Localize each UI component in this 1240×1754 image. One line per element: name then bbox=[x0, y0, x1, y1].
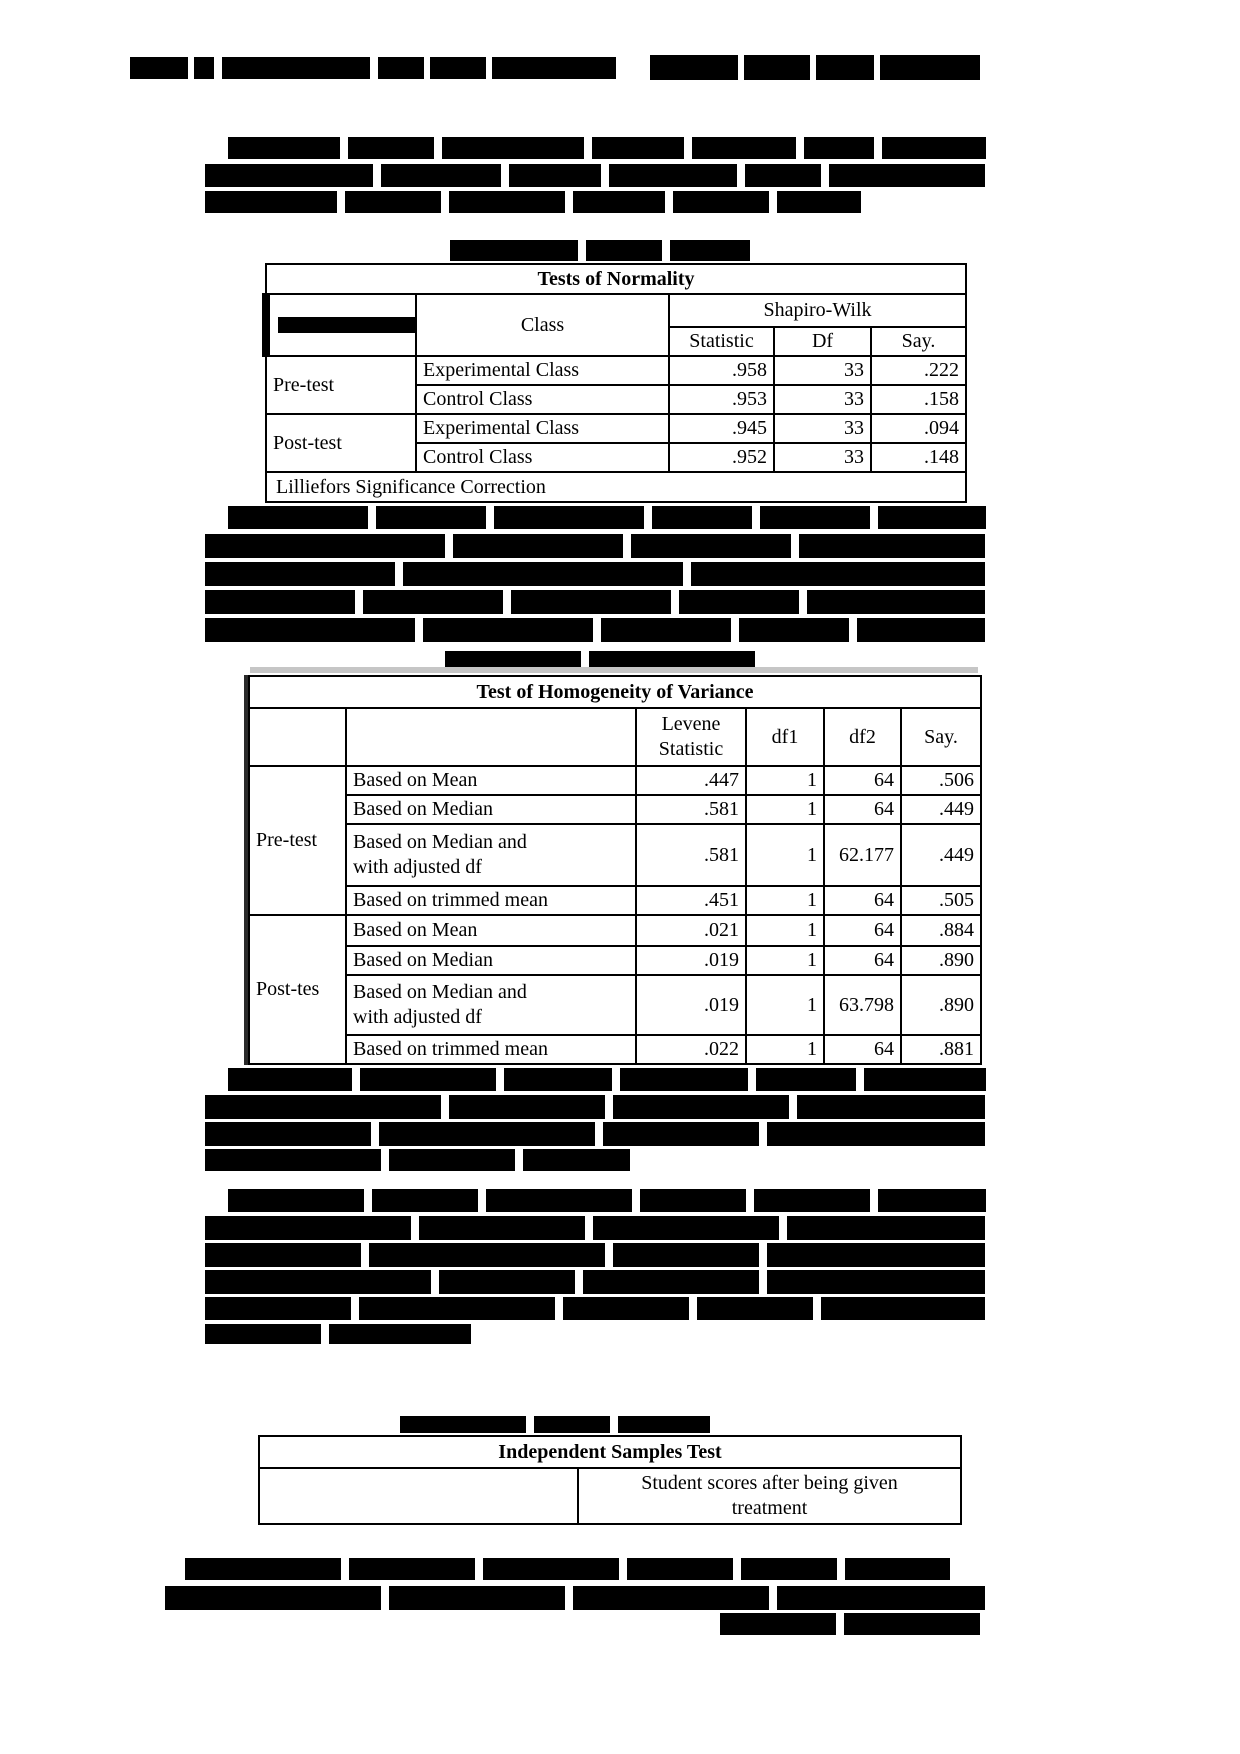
redacted-text-bar bbox=[767, 1243, 985, 1267]
redacted-text-bar bbox=[670, 240, 750, 261]
cell-df1: 1 bbox=[746, 975, 824, 1035]
cell-df2: 64 bbox=[824, 1035, 901, 1064]
cell-levene: .019 bbox=[636, 975, 746, 1035]
redacted-text-bar bbox=[787, 1216, 985, 1240]
cell-df2: 64 bbox=[824, 915, 901, 946]
redacted-text-bar bbox=[205, 191, 337, 213]
redacted-text-bar bbox=[640, 1189, 746, 1212]
redacted-text-bar bbox=[205, 1297, 351, 1320]
redacted-text-bar bbox=[450, 240, 578, 261]
redacted-text-bar bbox=[563, 1297, 689, 1320]
redacted-text-bar bbox=[744, 55, 810, 80]
redacted-text-bar bbox=[205, 1149, 381, 1171]
col-header-class: Class bbox=[416, 294, 669, 356]
redacted-text-bar bbox=[739, 618, 849, 642]
table-footnote: Lilliefors Significance Correction bbox=[266, 472, 966, 502]
cell-class: Experimental Class bbox=[416, 414, 669, 443]
tests-of-normality-table bbox=[262, 263, 967, 503]
cell-sig: .505 bbox=[901, 886, 981, 915]
redacted-text-bar bbox=[403, 562, 683, 586]
redacted-text-bar bbox=[205, 562, 395, 586]
redacted-text-bar bbox=[845, 1558, 950, 1580]
redacted-text-bar bbox=[205, 1216, 411, 1240]
redacted-text-bar bbox=[631, 534, 791, 558]
redacted-text-bar bbox=[523, 1149, 630, 1171]
cell-df1: 1 bbox=[746, 946, 824, 975]
redacted-text-bar bbox=[423, 618, 593, 642]
redacted-text-bar bbox=[205, 1122, 371, 1146]
redacted-text-bar bbox=[205, 1324, 321, 1344]
redacted-text-bar bbox=[857, 618, 985, 642]
redacted-text-bar bbox=[228, 1189, 364, 1212]
redacted-text-bar bbox=[453, 534, 623, 558]
redacted-text-bar bbox=[650, 55, 738, 80]
cell-df1: 1 bbox=[746, 766, 824, 795]
redacted-text-bar bbox=[345, 191, 441, 213]
cell-class: Control Class bbox=[416, 385, 669, 414]
redacted-text-bar bbox=[205, 534, 445, 558]
redacted-text-bar bbox=[583, 1270, 759, 1294]
cell-basis: Based on Median bbox=[346, 795, 636, 824]
cell-statistic: .952 bbox=[669, 443, 774, 472]
cell-df1: 1 bbox=[746, 795, 824, 824]
empty-header-cell bbox=[346, 708, 636, 766]
table-row bbox=[249, 886, 981, 915]
cell-sig: .884 bbox=[901, 915, 981, 946]
redacted-text-bar bbox=[652, 506, 752, 529]
cell-sig: .158 bbox=[871, 385, 966, 414]
redacted-text-bar bbox=[673, 191, 769, 213]
redacted-text-bar bbox=[359, 1297, 555, 1320]
redacted-text-bar bbox=[378, 57, 424, 79]
redacted-text-bar bbox=[777, 191, 861, 213]
redacted-text-bar bbox=[603, 1122, 759, 1146]
redacted-text-bar bbox=[372, 1189, 478, 1212]
redacted-text-bar bbox=[797, 1095, 985, 1119]
redacted-text-bar bbox=[205, 1270, 431, 1294]
redacted-text-bar bbox=[439, 1270, 575, 1294]
redacted-text-bar bbox=[449, 1095, 605, 1119]
redacted-text-bar bbox=[185, 1558, 341, 1580]
redacted-text-bar bbox=[222, 57, 370, 79]
cell-df: 33 bbox=[774, 385, 871, 414]
redacted-text-bar bbox=[363, 590, 503, 614]
redacted-text-bar bbox=[573, 191, 665, 213]
redacted-text-bar bbox=[205, 618, 415, 642]
redacted-text-bar bbox=[697, 1297, 813, 1320]
redacted-text-bar bbox=[613, 1095, 789, 1119]
redacted-text-bar bbox=[880, 55, 980, 80]
redacted-text-bar bbox=[442, 137, 584, 159]
table-row bbox=[249, 824, 981, 886]
table-row bbox=[249, 1035, 981, 1064]
redacted-variable-header-cell bbox=[266, 294, 416, 356]
redacted-text-bar bbox=[205, 164, 373, 187]
col-header-df1: df1 bbox=[746, 708, 824, 766]
col-header-levene-statistic: Levene Statistic bbox=[636, 708, 746, 766]
cell-sig: .449 bbox=[901, 795, 981, 824]
redacted-text-bar bbox=[492, 57, 616, 79]
cell-df1: 1 bbox=[746, 886, 824, 915]
scan-artifact-shadow bbox=[250, 667, 978, 673]
redacted-text-bar bbox=[804, 137, 874, 159]
cell-df1: 1 bbox=[746, 824, 824, 886]
cell-df1: 1 bbox=[746, 1035, 824, 1064]
table-row bbox=[249, 766, 981, 795]
redacted-text-bar bbox=[586, 240, 662, 261]
redacted-text-bar bbox=[494, 506, 644, 529]
cell-basis: Based on Median and with adjusted df bbox=[346, 824, 636, 886]
cell-basis: Based on Mean bbox=[346, 766, 636, 795]
table-row bbox=[249, 795, 981, 824]
redacted-text-bar bbox=[601, 618, 731, 642]
cell-df: 33 bbox=[774, 443, 871, 472]
cell-levene: .019 bbox=[636, 946, 746, 975]
redacted-text-bar bbox=[509, 164, 601, 187]
redacted-text-bar bbox=[369, 1243, 605, 1267]
redacted-text-bar bbox=[205, 1095, 441, 1119]
cell-df: 33 bbox=[774, 414, 871, 443]
redacted-text-bar bbox=[756, 1068, 856, 1091]
redacted-text-bar bbox=[613, 1243, 759, 1267]
group-label-posttest: Post-tes bbox=[249, 915, 346, 1064]
table-title: Tests of Normality bbox=[266, 264, 966, 294]
group-label-posttest: Post-test bbox=[266, 414, 416, 472]
redacted-text-bar bbox=[205, 1243, 361, 1267]
homogeneity-of-variance-table bbox=[248, 675, 982, 1065]
redacted-label-bar bbox=[278, 317, 416, 333]
redacted-text-bar bbox=[486, 1189, 632, 1212]
cell-df2: 64 bbox=[824, 766, 901, 795]
cell-levene: .021 bbox=[636, 915, 746, 946]
redacted-text-bar bbox=[130, 57, 188, 79]
redacted-text-bar bbox=[878, 506, 986, 529]
redacted-text-bar bbox=[864, 1068, 986, 1091]
redacted-text-bar bbox=[593, 1216, 779, 1240]
col-header-df2: df2 bbox=[824, 708, 901, 766]
redacted-text-bar bbox=[609, 164, 737, 187]
group-label-pretest: Pre-test bbox=[266, 356, 416, 414]
table-title: Test of Homogeneity of Variance bbox=[249, 676, 981, 708]
cell-class: Experimental Class bbox=[416, 356, 669, 385]
redacted-text-bar bbox=[360, 1068, 496, 1091]
empty-header-cell bbox=[249, 708, 346, 766]
table-row bbox=[259, 1468, 961, 1524]
cell-df1: 1 bbox=[746, 915, 824, 946]
cell-levene: .447 bbox=[636, 766, 746, 795]
redacted-text-bar bbox=[821, 1297, 985, 1320]
empty-header-cell bbox=[259, 1468, 578, 1524]
redacted-text-bar bbox=[627, 1558, 733, 1580]
cell-sig: .094 bbox=[871, 414, 966, 443]
redacted-text-bar bbox=[194, 57, 214, 79]
cell-sig: .148 bbox=[871, 443, 966, 472]
redacted-text-bar bbox=[534, 1416, 610, 1433]
redacted-text-bar bbox=[205, 590, 355, 614]
cell-basis: Based on Mean bbox=[346, 915, 636, 946]
cell-df2: 63.798 bbox=[824, 975, 901, 1035]
redacted-text-bar bbox=[767, 1270, 985, 1294]
redacted-text-bar bbox=[692, 137, 796, 159]
redacted-text-bar bbox=[745, 164, 821, 187]
redacted-text-bar bbox=[741, 1558, 837, 1580]
table-row bbox=[266, 414, 966, 443]
cell-statistic: .958 bbox=[669, 356, 774, 385]
col-header-statistic: Statistic bbox=[669, 327, 774, 356]
redacted-text-bar bbox=[511, 590, 671, 614]
redacted-text-bar bbox=[348, 137, 434, 159]
cell-class: Control Class bbox=[416, 443, 669, 472]
cell-basis: Based on Median bbox=[346, 946, 636, 975]
redacted-text-bar bbox=[165, 1586, 381, 1610]
cell-df2: 64 bbox=[824, 946, 901, 975]
table-row bbox=[266, 356, 966, 385]
cell-sig: .222 bbox=[871, 356, 966, 385]
redacted-text-bar bbox=[777, 1586, 985, 1610]
redacted-text-bar bbox=[449, 191, 565, 213]
col-header-sig: Say. bbox=[901, 708, 981, 766]
redacted-text-bar bbox=[573, 1586, 769, 1610]
cell-statistic: .945 bbox=[669, 414, 774, 443]
redacted-text-bar bbox=[400, 1416, 526, 1433]
redacted-text-bar bbox=[379, 1122, 595, 1146]
cell-levene: .022 bbox=[636, 1035, 746, 1064]
redacted-text-bar bbox=[767, 1122, 985, 1146]
cell-statistic: .953 bbox=[669, 385, 774, 414]
redacted-text-bar bbox=[504, 1068, 612, 1091]
redacted-text-bar bbox=[381, 164, 501, 187]
redacted-text-bar bbox=[430, 57, 486, 79]
cell-sig: .506 bbox=[901, 766, 981, 795]
cell-levene: .451 bbox=[636, 886, 746, 915]
cell-sig: .890 bbox=[901, 946, 981, 975]
table-row bbox=[249, 915, 981, 946]
span-header-shapiro-wilk: Shapiro-Wilk bbox=[669, 294, 966, 327]
redacted-text-bar bbox=[389, 1586, 565, 1610]
cell-sig: .449 bbox=[901, 824, 981, 886]
redacted-text-bar bbox=[807, 590, 985, 614]
col-header-df: Df bbox=[774, 327, 871, 356]
redacted-text-bar bbox=[720, 1613, 836, 1635]
redacted-text-bar bbox=[419, 1216, 585, 1240]
redacted-text-bar bbox=[620, 1068, 748, 1091]
redacted-text-bar bbox=[329, 1324, 471, 1344]
cell-levene: .581 bbox=[636, 795, 746, 824]
redacted-text-bar bbox=[228, 506, 368, 529]
redacted-text-bar bbox=[754, 1189, 870, 1212]
redacted-text-bar bbox=[882, 137, 986, 159]
cell-basis: Based on trimmed mean bbox=[346, 1035, 636, 1064]
independent-samples-test-table bbox=[258, 1435, 962, 1525]
redacted-text-bar bbox=[878, 1189, 986, 1212]
redacted-text-bar bbox=[349, 1558, 475, 1580]
cell-df2: 64 bbox=[824, 886, 901, 915]
cell-df2: 64 bbox=[824, 795, 901, 824]
redacted-text-bar bbox=[618, 1416, 710, 1433]
redacted-text-bar bbox=[389, 1149, 515, 1171]
redacted-text-bar bbox=[691, 562, 985, 586]
table-row bbox=[249, 975, 981, 1035]
cell-df2: 62.177 bbox=[824, 824, 901, 886]
redacted-text-bar bbox=[829, 164, 985, 187]
redacted-text-bar bbox=[816, 55, 874, 80]
redacted-text-bar bbox=[483, 1558, 619, 1580]
table-title: Independent Samples Test bbox=[259, 1436, 961, 1468]
cell-sig: .881 bbox=[901, 1035, 981, 1064]
redacted-text-bar bbox=[592, 137, 684, 159]
group-label-pretest: Pre-test bbox=[249, 766, 346, 915]
col-header-sig: Say. bbox=[871, 327, 966, 356]
cell-sig: .890 bbox=[901, 975, 981, 1035]
redacted-text-bar bbox=[799, 534, 985, 558]
redacted-text-bar bbox=[760, 506, 870, 529]
redacted-text-bar bbox=[228, 137, 340, 159]
cell-levene: .581 bbox=[636, 824, 746, 886]
cell-basis: Based on Median and with adjusted df bbox=[346, 975, 636, 1035]
redacted-text-bar bbox=[228, 1068, 352, 1091]
redacted-text-bar bbox=[679, 590, 799, 614]
cell-basis: Based on trimmed mean bbox=[346, 886, 636, 915]
table-row bbox=[249, 946, 981, 975]
col-header-student-scores: Student scores after being given treatment bbox=[578, 1468, 961, 1524]
cell-df: 33 bbox=[774, 356, 871, 385]
redacted-text-bar bbox=[844, 1613, 980, 1635]
redacted-text-bar bbox=[376, 506, 486, 529]
